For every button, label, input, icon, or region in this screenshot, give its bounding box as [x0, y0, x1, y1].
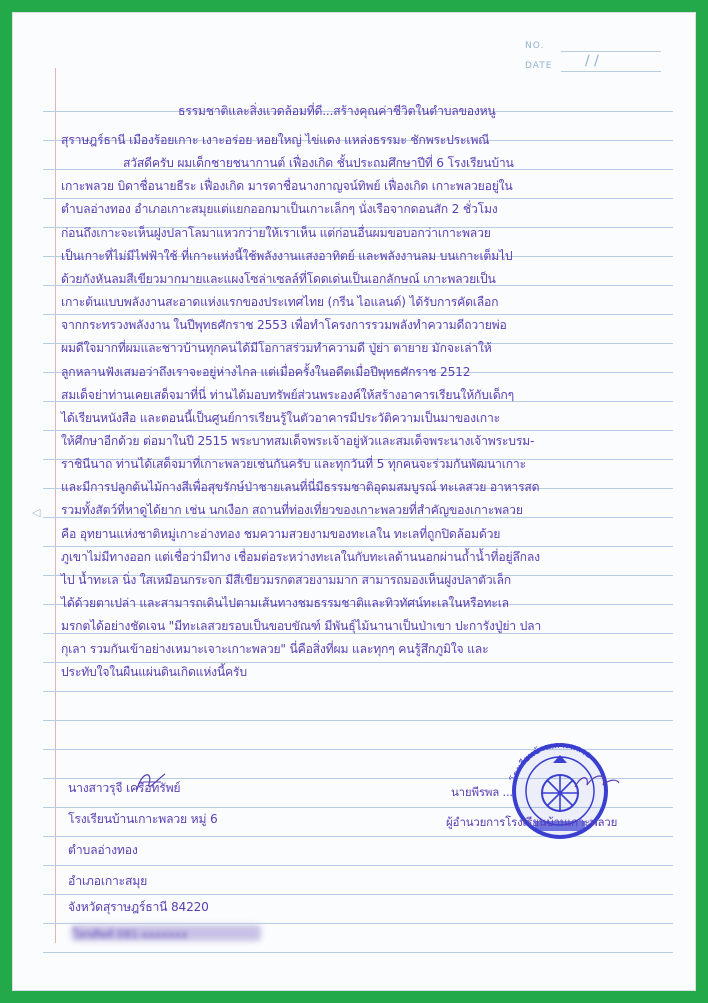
date-label: DATE: [525, 61, 553, 71]
ruled-line: [43, 314, 673, 315]
letter-line: กุเลา รวมกันเข้าอย่างเหมาะเจาะเกาะพลวย" นี่คือสิ่งที่ผม และทุกๆ คนรู้สึกภูมิใจ และ: [61, 642, 489, 657]
letter-line: สุราษฎร์ธานี เมืองร้อยเกาะ เงาะอร่อย หอยใหญ่ ไข่แดง แหล่งธรรมะ ชักพระประเพณี: [61, 133, 490, 147]
subdistrict: ตำบลอ่างทอง: [68, 843, 138, 857]
letter-line: ไป น้ำทะเล นิ่ง ใสเหมือนกระจก มีสีเขียวมรกตสวยงามมาก สามารถมองเห็นฝูงปลาตัวเล็ก: [61, 572, 511, 587]
date-line: [561, 71, 661, 72]
director-signature: [573, 771, 621, 793]
letter-line: สวัสดีครับ ผมเด็กชายชนากานต์ เฟื่องเกิด ชั้นประถมศึกษาปีที่ 6 โรงเรียนบ้าน: [123, 156, 514, 171]
letter-line: ประทับใจในผืนแผ่นดินเกิดแห่งนี้ครับ: [61, 665, 247, 680]
district: อำเภอเกาะสมุย: [68, 874, 148, 888]
ruled-line: [43, 720, 673, 721]
letter-title: ธรรมชาติและสิ่งแวดล้อมที่ดี...สร้างคุณค่าชีวิตในตำบลของหนู: [178, 104, 496, 118]
director-title: ผู้อำนวยการโรงเรียนบ้านเกาะพลวย: [446, 815, 618, 829]
letter-line: มรกตได้อย่างชัดเจน "มีทะเลสวยรอบเป็นขอบขัณฑ์ มีพันธุ์ไม้นานาเป็นป่าเขา ปะการังปู่ย่า ปลา: [61, 619, 542, 634]
letter-paper: [12, 12, 696, 991]
letter-line: ได้เรียนหนังสือ และตอนนี้เป็นศูนย์การเรียนรู้ในตัวอาคารมีประวัติความเป็นมาของเกาะ: [61, 410, 500, 425]
no-line: [561, 51, 661, 52]
letter-line: คือ อุทยานแห่งชาติหมู่เกาะอ่างทอง ชมความสวยงามของทะเลใน ทะเลที่ถูกปิดล้อมด้วย: [61, 526, 501, 541]
ruled-line: [43, 430, 673, 431]
province: จังหวัดสุราษฎร์ธานี 84220: [68, 900, 209, 914]
letter-line: ผมดีใจมากที่ผมและชาวบ้านทุกคนได้มีโอกาสร่วมทำความดี ปู่ย่า ตายาย มักจะเล่าให้: [61, 341, 492, 356]
teacher-name: นางสาวรุจี เครือทรัพย์: [68, 781, 181, 795]
letter-line: ราชินีนาถ ท่านได้เสด็จมาที่เกาะพลวยเช่นกันครับ และทุกวันที่ 5 ทุกคนจะร่วมกันพัฒนาเกาะ: [61, 457, 526, 472]
ruled-line: [43, 691, 673, 692]
letter-line: เป็นเกาะที่ไม่มีไฟฟ้าใช้ ที่เกาะแห่งนี้ใช้พลังงานแสงอาทิตย์ และพลังงานลม บนเกาะเต็มไป: [61, 248, 513, 263]
ruled-line: [43, 198, 673, 199]
ruled-line: [43, 923, 673, 924]
letter-line: ด้วยกังหันลมสีเขียวมากมายและแผงโซล่าเซลล์ที่โดดเด่นเป็นเอกลักษณ์ เกาะพลวยเป็น: [61, 271, 496, 286]
no-label: NO.: [525, 41, 545, 51]
letter-line: ให้ศึกษาอีกด้วย ต่อมาในปี 2515 พระบาทสมเด็จพระเจ้าอยู่หัวและสมเด็จพระนางเจ้าพระบรม-: [61, 433, 535, 448]
letter-line: จากกระทรวงพลังงาน ในปีพุทธศักราช 2553 เพื่อทำโครงการรวมพลังทำความดีถวายพ่อ: [61, 318, 507, 333]
letter-line: เกาะพลวย บิดาชื่อนายธีระ เฟื่องเกิด มารดาชื่อนางกาญจน์ทิพย์ เฟื่องเกิด เกาะพลวยอยู่ใน: [61, 179, 513, 194]
date-value: / /: [585, 53, 599, 69]
ruled-line: [43, 865, 673, 866]
ruled-line: [43, 952, 673, 953]
letter-line: รวมทั้งสัตว์ที่หาดูได้ยาก เช่น นกเงือก สถานที่ท่องเที่ยวของเกาะพลวยที่สำคัญของเกาะพลวย: [61, 503, 523, 518]
letter-line: สมเด็จย่าท่านเคยเสด็จมาที่นี่ ท่านได้มอบทรัพย์ส่วนพระองค์ให้สร้างอาคารเรียนให้กับเด็กๆ: [61, 387, 514, 402]
letter-line: ลูกหลานฟังเสมอว่าถึงเราจะอยู่ห่างไกล แต่เมื่อครั้งในอดีตเมื่อปีพุทธศักราช 2512: [61, 364, 471, 379]
letter-line: ก่อนถึงเกาะจะเห็นฝูงปลาโลมาแหวกว่ายให้เราเห็น แต่ก่อนอื่นผมขอบอกว่าเกาะพลวย: [61, 225, 491, 240]
margin-marker-icon: ◁: [32, 506, 41, 519]
letter-line: เกาะต้นแบบพลังงานสะอาดแห่งแรกของประเทศไทย (กรีน ไอแลนด์) ได้รับการคัดเลือก: [61, 295, 499, 310]
school-address: โรงเรียนบ้านเกาะพลวย หมู่ 6: [68, 812, 218, 826]
director-name: นายพีรพล ...: [451, 785, 513, 799]
phone-blurred: โทรศัพท์ 081-xxxxxxx: [73, 928, 188, 941]
letter-line: ภูเขาไม่มีทางออก แต่เชื่อว่ามีทาง เชื่อมต่อระหว่างทะเลในกับทะเลด้านนอกผ่านถ้ำน้ำที่อยู่ลึกลง: [61, 549, 540, 564]
seal-ring-text: โรงเรียนบ้านเกาะพลวย: [509, 740, 594, 783]
letter-line: ตำบลอ่างทอง อำเภอเกาะสมุยแต่แยกออกมาเป็นเกาะเล็กๆ นั่งเรือจากดอนสัก 2 ชั่วโมง: [61, 202, 498, 217]
letter-line: ได้ด้วยตาเปล่า และสามารถเดินไปตามเส้นทางชมธรรมชาติและทิวทัศน์ทะเลในหรือทะเล: [61, 596, 509, 610]
letter-line: และมีการปลูกต้นไม้กางสีเพื่อสุขรักษ์ป่าชายเลนที่นี่มีธรรมชาติอุดมสมบูรณ์ ทะเลสวย อาหารสด: [61, 480, 540, 495]
paper-margin-line: [55, 68, 56, 943]
ruled-line: [43, 894, 673, 895]
